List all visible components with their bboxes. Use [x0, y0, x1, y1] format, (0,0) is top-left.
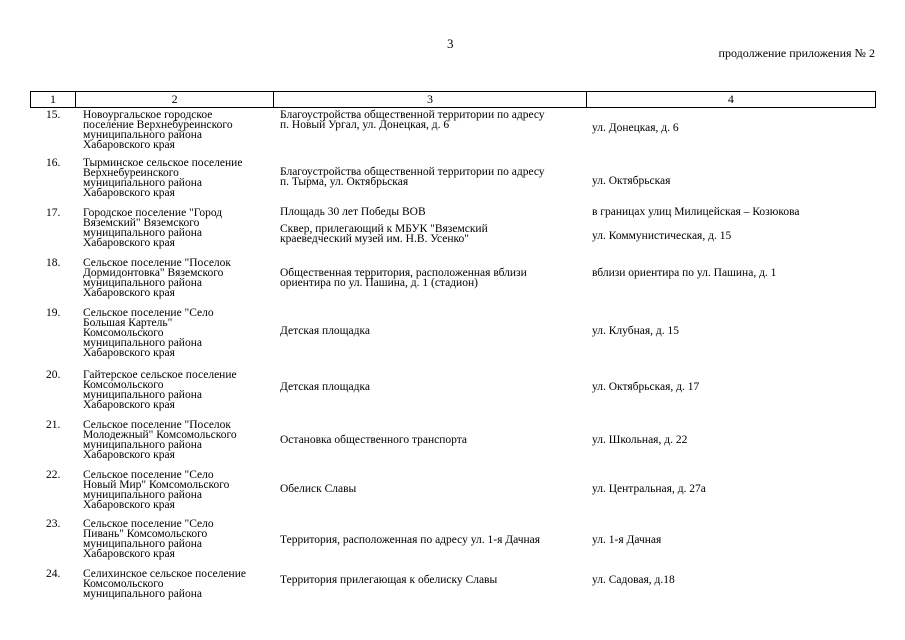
municipality-line: Гайтерское сельское поселение [83, 369, 237, 381]
address-line: ул. Клубная, д. 15 [592, 325, 679, 337]
row-number: 19. [46, 307, 61, 319]
object-line: Благоустройства общественной территории по адресу [280, 166, 545, 178]
municipality-line: Новоургальское городское [83, 109, 213, 121]
municipality-line: муниципального района [83, 439, 202, 451]
municipality-line: Сельское поселение "Село [83, 518, 214, 530]
row-number: 21. [46, 419, 61, 431]
municipality-line: Хабаровского края [83, 499, 175, 511]
municipality-cell [74, 418, 273, 468]
municipality-line: Сельское поселение "Село [83, 469, 214, 481]
municipality-line: Хабаровского края [83, 548, 175, 560]
municipality-line: муниципального района [83, 129, 202, 141]
address-cell [586, 108, 876, 156]
page-number: 3 [447, 36, 454, 51]
row-number: 22. [46, 469, 61, 481]
object-cell [273, 368, 586, 418]
municipality-line: муниципального района [83, 389, 202, 401]
object-line: краеведческий музей им. Н.В. Усенко" [280, 233, 469, 245]
municipality-line: Молодежный" Комсомольского [83, 429, 237, 441]
municipality-cell [74, 156, 273, 206]
row-number: 15. [46, 109, 61, 121]
header-col-4: 4 [586, 92, 875, 107]
municipality-cell [74, 517, 273, 567]
municipality-line: муниципального района [83, 227, 202, 239]
municipality-line: муниципального района [83, 277, 202, 289]
municipality-line: Хабаровского края [83, 139, 175, 151]
municipality-line: муниципального района [83, 177, 202, 189]
table-body [30, 108, 876, 607]
object-line: Благоустройства общественной территории по адресу [280, 109, 545, 121]
object-line: Сквер, прилегающий к МБУК "Вяземский [280, 223, 488, 235]
municipality-cell [74, 306, 273, 368]
address-line: ул. Октябрьская, д. 17 [592, 381, 700, 393]
municipality-cell [74, 256, 273, 306]
object-line: п. Тырма, ул. Октябрьская [280, 176, 409, 188]
municipality-line: муниципального района [83, 337, 202, 349]
address-line: ул. 1-я Дачная [592, 534, 662, 546]
table-row [30, 368, 876, 418]
object-cell [273, 206, 586, 256]
table-row [30, 108, 876, 156]
object-line: Детская площадка [280, 325, 371, 337]
municipality-line: Сельское поселение "Село [83, 307, 214, 319]
table-row [30, 256, 876, 306]
object-cell [273, 567, 586, 607]
municipality-line: муниципального района [83, 588, 202, 600]
object-cell [273, 418, 586, 468]
address-line: ул. Донецкая, д. 6 [592, 122, 679, 134]
object-line: Обелиск Славы [280, 483, 357, 495]
municipality-line: Селихинское сельское поселение [83, 568, 246, 580]
address-cell [586, 206, 876, 256]
municipality-line: Вяземский" Вяземского [83, 217, 200, 229]
object-line: Площадь 30 лет Победы ВОВ [280, 206, 426, 218]
address-cell [586, 368, 876, 418]
address-line: ул. Садовая, д.18 [592, 574, 675, 586]
municipality-line: поселение Верхнебуреинского [83, 119, 233, 131]
address-line: ул. Школьная, д. 22 [592, 434, 688, 446]
table-row [30, 517, 876, 567]
municipality-line: муниципального района [83, 538, 202, 550]
address-cell [586, 517, 876, 567]
address-line: ул. Октябрьская [592, 175, 671, 187]
row-number: 18. [46, 257, 61, 269]
header-col-1: 1 [49, 92, 56, 106]
municipality-line: Хабаровского края [83, 449, 175, 461]
address-cell [586, 567, 876, 607]
object-line: Общественная территория, расположенная вблизи [280, 267, 527, 279]
row-number: 16. [46, 157, 61, 169]
municipality-line: Пивань" Комсомольского [83, 528, 208, 540]
table-row [30, 156, 876, 206]
object-cell [273, 468, 586, 517]
address-line: вблизи ориентира по ул. Пашина, д. 1 [592, 267, 777, 279]
address-cell [586, 418, 876, 468]
municipality-line: Хабаровского края [83, 347, 175, 359]
address-cell [586, 156, 876, 206]
municipality-line: Большая Картель" [83, 317, 173, 329]
municipality-line: Сельское поселение "Поселок [83, 419, 232, 431]
object-line: Территория, расположенная по адресу ул. 1-я Дачная [280, 534, 541, 546]
municipality-line: муниципального района [83, 489, 202, 501]
municipality-cell [74, 468, 273, 517]
header-col-3: 3 [273, 92, 585, 107]
row-number: 24. [46, 568, 61, 580]
header-col-2: 2 [75, 92, 274, 107]
municipality-cell [74, 368, 273, 418]
object-cell [273, 306, 586, 368]
table-header [30, 91, 876, 108]
table-row [30, 206, 876, 256]
table-row [30, 306, 876, 368]
municipality-line: Комсомольского [83, 578, 164, 590]
table-row [30, 468, 876, 517]
municipality-line: Комсомольского [83, 327, 164, 339]
object-cell [273, 256, 586, 306]
address-line: ул. Центральная, д. 27а [592, 483, 706, 495]
address-cell [586, 306, 876, 368]
municipality-cell [74, 567, 273, 607]
address-cell [586, 468, 876, 517]
object-cell [273, 156, 586, 206]
municipality-line: Хабаровского края [83, 287, 175, 299]
municipality-line: Комсомольского [83, 379, 164, 391]
table-row [30, 567, 876, 607]
object-cell [273, 108, 586, 156]
address-line: в границах улиц Милицейская – Козюкова [592, 206, 800, 218]
municipality-cell [74, 108, 273, 156]
municipality-cell [74, 206, 273, 256]
municipality-line: Новый Мир" Комсомольского [83, 479, 230, 491]
address-cell [586, 256, 876, 306]
continuation-note: продолжение приложения № 2 [718, 46, 875, 60]
municipality-line: Хабаровского края [83, 399, 175, 411]
object-line: ориентира по ул. Пашина, д. 1 (стадион) [280, 277, 478, 289]
municipality-line: Городское поселение "Город [83, 207, 223, 219]
municipality-line: Хабаровского края [83, 237, 175, 249]
address-line: ул. Коммунистическая, д. 15 [592, 230, 732, 242]
row-number: 17. [46, 207, 61, 219]
object-cell [273, 517, 586, 567]
table-row [30, 418, 876, 468]
object-line: Территория прилегающая к обелиску Славы [280, 574, 498, 586]
object-line: п. Новый Ургал, ул. Донецкая, д. 6 [280, 119, 450, 131]
row-number: 23. [46, 518, 61, 530]
municipality-line: Сельское поселение "Поселок [83, 257, 232, 269]
object-line: Детская площадка [280, 381, 371, 393]
municipality-line: Дормидонтовка" Вяземского [83, 267, 224, 279]
municipality-line: Тырминское сельское поселение [83, 157, 243, 169]
municipality-line: Хабаровского края [83, 187, 175, 199]
row-number: 20. [46, 369, 61, 381]
object-line: Остановка общественного транспорта [280, 434, 468, 446]
municipality-line: Верхнебуреинского [83, 167, 179, 179]
